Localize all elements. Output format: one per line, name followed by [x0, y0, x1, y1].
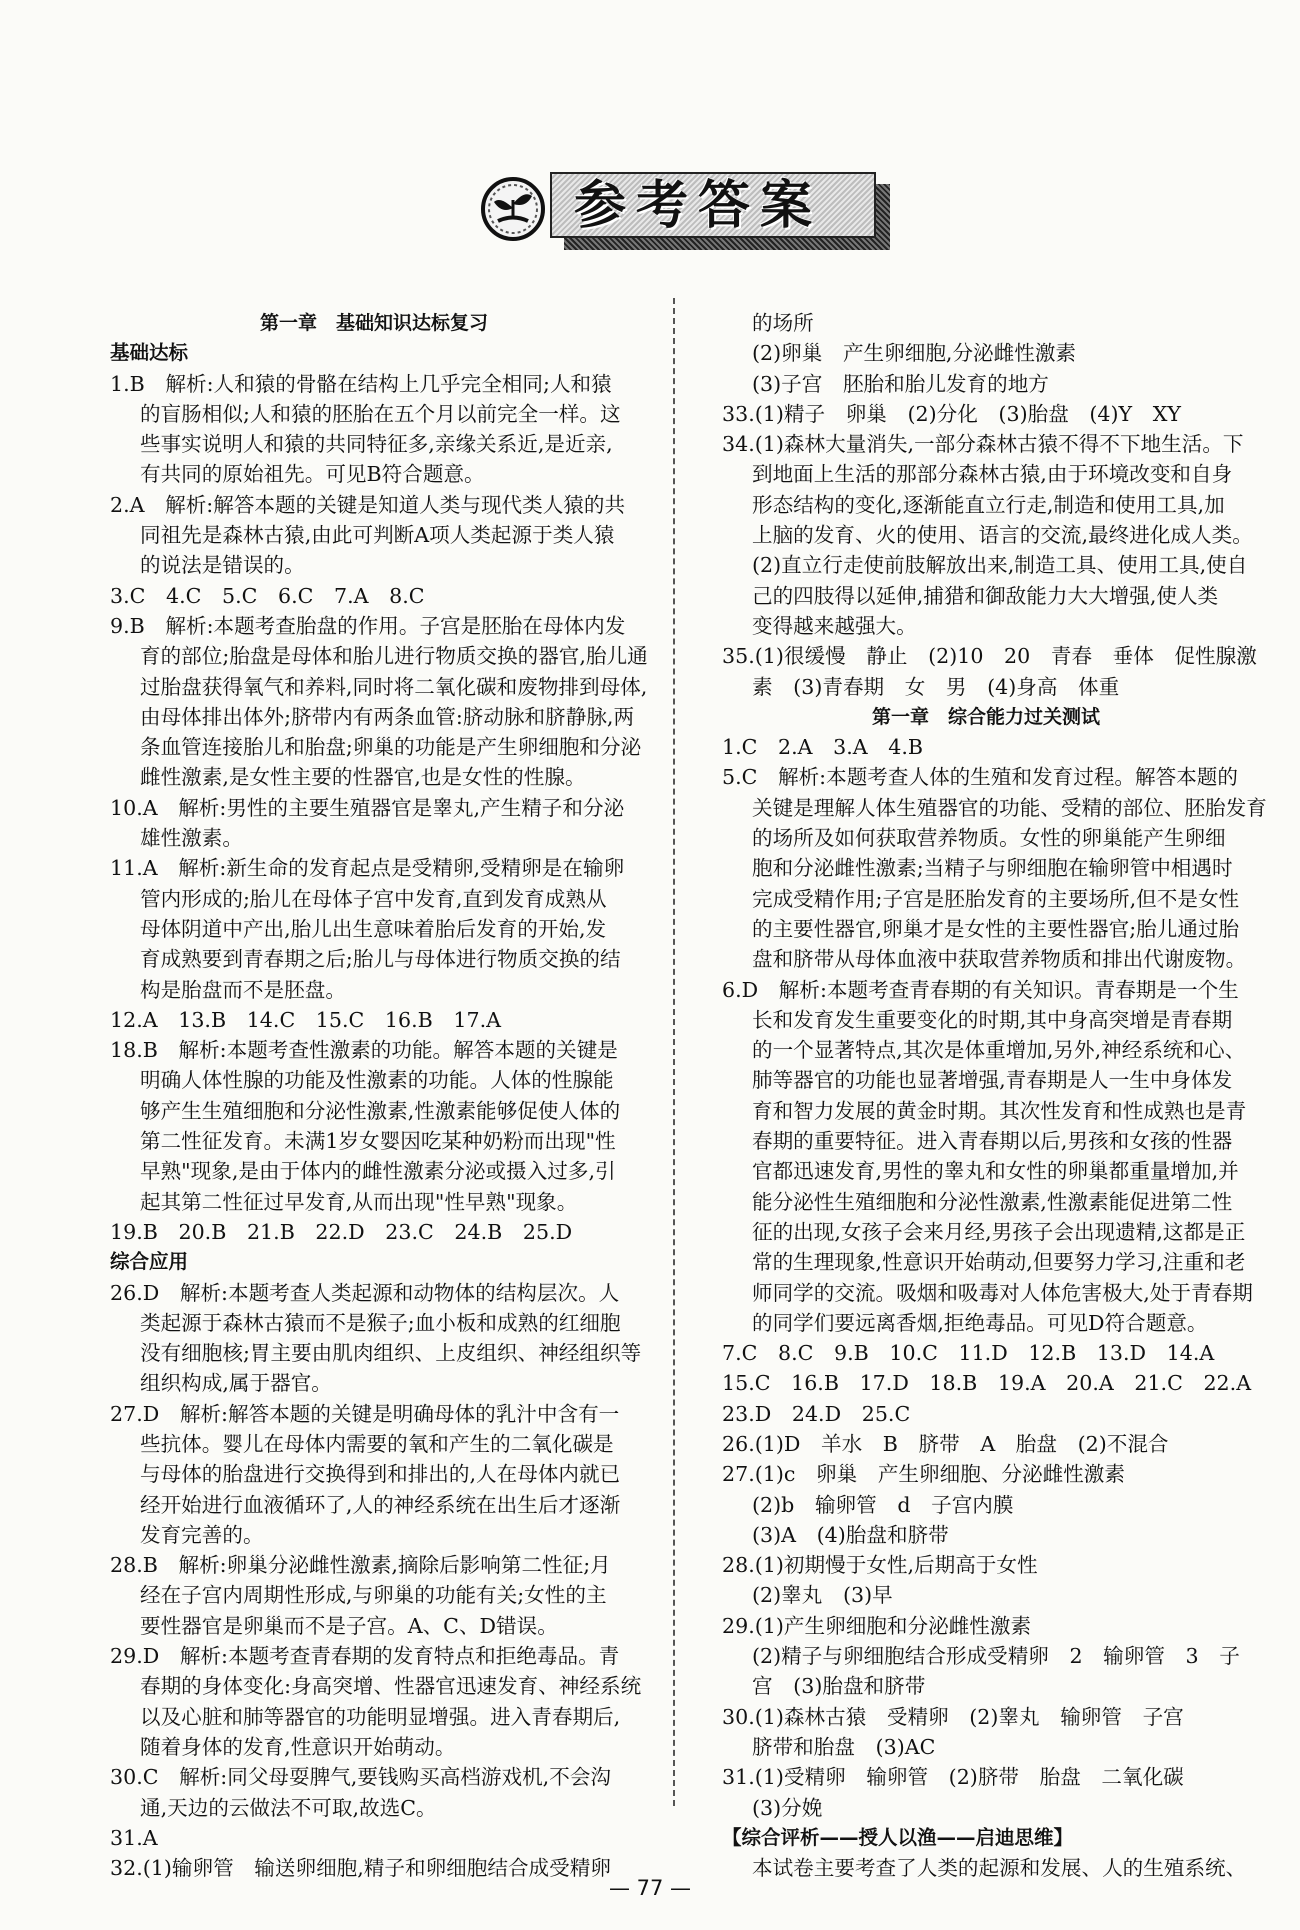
answer-line: 27.D 解析:解答本题的关键是明确母体的乳汁中含有一 [110, 1401, 620, 1426]
answer-line: 15.C 16.B 17.D 18.B 19.A 20.A 21.C 22.A [722, 1371, 1252, 1396]
answer-continuation: 变得越来越强大。 [752, 613, 917, 638]
answer-continuation: 己的四肢得以延伸,捕猎和御敌能力大大增强,使人类 [752, 583, 1219, 608]
answer-continuation: 构是胎盘而不是胚盘。 [140, 977, 346, 1002]
answer-continuation: (3)子宫 胚胎和胎儿发育的地方 [752, 371, 1049, 396]
answer-continuation: 与母体的胎盘进行交换得到和排出的,人在母体内就已 [140, 1462, 621, 1487]
answer-continuation: 雄性激素。 [140, 826, 243, 851]
answer-continuation: 雌性激素,是女性主要的性器官,也是女性的性腺。 [140, 765, 586, 790]
answer-continuation: 通,天边的云做法不可取,故选C。 [140, 1795, 437, 1820]
answer-continuation: 的主要性器官,卵巢才是女性的主要性器官;胎儿通过胎 [752, 916, 1240, 941]
answer-line: 1.B 解析:人和猿的骨骼在结构上几乎完全相同;人和猿 [110, 371, 612, 396]
answer-line: 31.(1)受精卵 输卵管 (2)脐带 胎盘 二氧化碳 [722, 1765, 1184, 1790]
right-column [722, 308, 1267, 1881]
answer-continuation: 起其第二性征过早发育,从而出现"性早熟"现象。 [140, 1189, 578, 1214]
answer-line: 5.C 解析:本题考查人体的生殖和发育过程。解答本题的 [722, 765, 1238, 790]
answer-continuation: 育和智力发展的黄金时期。其次性发育和性成熟也是青 [752, 1098, 1247, 1123]
answer-line: 19.B 20.B 21.B 22.D 23.C 24.B 25.D [110, 1219, 573, 1244]
answer-continuation: 春期的重要特征。进入青春期以后,男孩和女孩的性器 [752, 1129, 1233, 1154]
answer-continuation: 师同学的交流。吸烟和吸毒对人体危害极大,处于青春期 [752, 1280, 1253, 1305]
answer-continuation: 组织构成,属于器官。 [140, 1371, 332, 1396]
answer-continuation: 要性器官是卵巢而不是子宫。A、C、D错误。 [140, 1613, 558, 1638]
answer-continuation: 管内形成的;胎儿在母体子宫中发育,直到发育成熟从 [140, 886, 607, 911]
answer-continuation: 早熟"现象,是由于体内的雌性激素分泌或摄入过多,引 [140, 1159, 616, 1184]
paragraph-line: 本试卷主要考查了人类的起源和发展、人的生殖系统、 [752, 1856, 1247, 1881]
answer-continuation: 够产生生殖细胞和分泌性激素,性激素能够促使人体的 [140, 1098, 621, 1123]
page-title: 参考答案 [574, 176, 823, 236]
answer-line: 34.(1)森林大量消失,一部分森林古猿不得不下地生活。下 [722, 432, 1244, 457]
answer-continuation: 过胎盘获得氧气和养料,同时将二氧化碳和废物排到母体, [140, 674, 648, 699]
answer-line: 29.(1)产生卵细胞和分泌雌性激素 [722, 1613, 1032, 1638]
answer-continuation: 肺等器官的功能也显著增强,青春期是人一生中身体发 [752, 1068, 1233, 1093]
answer-continuation: 由母体排出体外;脐带内有两条血管:脐动脉和脐静脉,两 [140, 704, 635, 729]
page-number: — 77 — [608, 1876, 692, 1900]
answer-line: 12.A 13.B 14.C 15.C 16.B 17.A [110, 1007, 501, 1032]
answer-continuation: 的盲肠相似;人和猿的胚胎在五个月以前完全一样。这 [140, 401, 621, 426]
answer-continuation: 经开始进行血液循环了,人的神经系统在出生后才逐渐 [140, 1492, 621, 1517]
answer-continuation: 素 (3)青春期 女 男 (4)身高 体重 [752, 674, 1120, 699]
answer-continuation: 同祖先是森林古猿,由此可判断A项人类起源于类人猿 [140, 523, 615, 548]
answer-line: 30.C 解析:同父母耍脾气,要钱购买高档游戏机,不会沟 [110, 1765, 612, 1790]
answer-line: 2.A 解析:解答本题的关键是知道人类与现代类人猿的共 [110, 492, 626, 517]
section-title: 第一章 基础知识达标复习 [259, 312, 488, 334]
answer-continuation: 胞和分泌雌性激素;当精子与卵细胞在输卵管中相遇时 [752, 856, 1233, 881]
answer-continuation: 有共同的原始祖先。可见B符合题意。 [140, 462, 485, 487]
answer-continuation: 征的出现,女孩子会来月经,男孩子会出现遗精,这都是正 [752, 1219, 1246, 1244]
answer-continuation: 经在子宫内周期性形成,与卵巢的功能有关;女性的主 [140, 1583, 607, 1608]
answer-continuation: (2)卵巢 产生卵细胞,分泌雌性激素 [752, 341, 1077, 366]
answer-line: 18.B 解析:本题考查性激素的功能。解答本题的关键是 [110, 1038, 618, 1063]
title-banner [478, 172, 890, 250]
answer-continuation: 些抗体。婴儿在母体内需要的氧和产生的二氧化碳是 [140, 1431, 614, 1456]
answer-line: 29.D 解析:本题考查青春期的发育特点和拒绝毒品。青 [110, 1644, 620, 1669]
answer-continuation: 的说法是错误的。 [140, 553, 305, 578]
answer-continuation: 形态结构的变化,逐渐能直立行走,制造和使用工具,加 [752, 492, 1225, 517]
answer-line: 11.A 解析:新生命的发育起点是受精卵,受精卵是在输卵 [110, 856, 625, 881]
answer-continuation: 没有细胞核;胃主要由肌肉组织、上皮组织、神经组织等 [140, 1341, 642, 1366]
answer-continuation: 关键是理解人体生殖器官的功能、受精的部位、胚胎发育 [752, 795, 1267, 820]
answer-continuation: (3)分娩 [752, 1795, 823, 1820]
answer-continuation: (2)精子与卵细胞结合形成受精卵 2 输卵管 3 子 [752, 1644, 1240, 1669]
answer-continuation: 到地面上生活的那部分森林古猿,由于环境改变和自身 [752, 462, 1233, 487]
answer-continuation: 类起源于森林古猿而不是猴子;血小板和成熟的红细胞 [140, 1310, 621, 1335]
section-title: 第一章 综合能力过关测试 [871, 705, 1100, 728]
answer-line: 31.A [110, 1825, 158, 1850]
sub-heading: 综合应用 [110, 1250, 189, 1274]
answer-line: 26.(1)D 羊水 B 脐带 A 胎盘 (2)不混合 [722, 1431, 1169, 1456]
answer-continuation: 第二性征发育。未满1岁女婴因吃某种奶粉而出现"性 [140, 1129, 616, 1154]
answer-line: 26.D 解析:本题考查人类起源和动物体的结构层次。人 [110, 1280, 620, 1305]
answer-line: 32.(1)输卵管 输送卵细胞,精子和卵细胞结合成受精卵 [110, 1856, 611, 1881]
answer-continuation: 长和发育发生重要变化的时期,其中身高突增是青春期 [752, 1007, 1233, 1032]
answer-line: 7.C 8.C 9.B 10.C 11.D 12.B 13.D 14.A [722, 1341, 1215, 1366]
answer-continuation: 明确人体性腺的功能及性激素的功能。人体的性腺能 [140, 1068, 614, 1093]
answer-line: 30.(1)森林古猿 受精卵 (2)睾丸 输卵管 子宫 [722, 1704, 1184, 1729]
left-column [110, 308, 648, 1881]
answer-continuation: 的同学们要远离香烟,拒绝毒品。可见D符合题意。 [752, 1310, 1208, 1335]
answer-continuation: 母体阴道中产出,胎儿出生意味着胎后发育的开始,发 [140, 916, 607, 941]
answer-line: 3.C 4.C 5.C 6.C 7.A 8.C [110, 583, 425, 608]
answer-continuation: 的场所及如何获取营养物质。女性的卵巢能产生卵细 [752, 826, 1226, 851]
answer-line: 6.D 解析:本题考查青春期的有关知识。青春期是一个生 [722, 977, 1239, 1002]
answer-line: 9.B 解析:本题考查胎盘的作用。子宫是胚胎在母体内发 [110, 613, 626, 638]
answer-line: 28.(1)初期慢于女性,后期高于女性 [722, 1553, 1038, 1578]
answer-line: 10.A 解析:男性的主要生殖器官是睾丸,产生精子和分泌 [110, 795, 625, 820]
answer-continuation: 育的部位;胎盘是母体和胎儿进行物质交换的器官,胎儿通 [140, 644, 648, 669]
answer-line: 1.C 2.A 3.A 4.B [722, 735, 924, 760]
answer-continuation: 官都迅速发育,男性的睾丸和女性的卵巢都重量增加,并 [752, 1159, 1239, 1184]
answer-continuation: 脐带和胎盘 (3)AC [752, 1734, 936, 1759]
answer-continuation: 常的生理现象,性意识开始萌动,但要努力学习,注重和老 [752, 1250, 1246, 1275]
answer-continuation: 春期的身体变化:身高突增、性器官迅速发育、神经系统 [140, 1674, 642, 1699]
answer-continuation: 些事实说明人和猿的共同特征多,亲缘关系近,是近亲, [140, 432, 613, 457]
answer-continuation: 的场所 [752, 311, 814, 335]
answer-line: 33.(1)精子 卵巢 (2)分化 (3)胎盘 (4)Y XY [722, 401, 1182, 426]
sub-heading: 基础达标 [110, 341, 189, 365]
answer-line: 28.B 解析:卵巢分泌雌性激素,摘除后影响第二性征;月 [110, 1553, 611, 1578]
answer-continuation: 育成熟要到青春期之后;胎儿与母体进行物质交换的结 [140, 947, 621, 972]
answer-continuation: 以及心脏和肺等器官的功能明显增强。进入青春期后, [140, 1704, 621, 1729]
sprout-logo-icon [478, 174, 548, 244]
answer-line: 35.(1)很缓慢 静止 (2)10 20 青春 垂体 促性腺激 [722, 644, 1257, 669]
answer-continuation: (3)A (4)胎盘和脐带 [752, 1522, 949, 1547]
answer-continuation: 条血管连接胎儿和胎盘;卵巢的功能是产生卵细胞和分泌 [140, 735, 642, 760]
answer-line: 27.(1)c 卵巢 产生卵细胞、分泌雌性激素 [722, 1462, 1125, 1487]
answer-continuation: 宫 (3)胎盘和脐带 [752, 1674, 926, 1699]
answer-continuation: (2)直立行走使前肢解放出来,制造工具、使用工具,使自 [752, 553, 1248, 578]
answer-continuation: 能分泌性生殖细胞和分泌性激素,性激素能促进第二性 [752, 1189, 1233, 1214]
answer-continuation: 上脑的发育、火的使用、语言的交流,最终进化成人类。 [752, 523, 1253, 548]
answer-continuation: 发育完善的。 [140, 1522, 264, 1547]
answer-continuation: 随着身体的发育,性意识开始萌动。 [140, 1734, 456, 1759]
column-divider [673, 298, 675, 1806]
answer-continuation: 盘和脐带从母体血液中获取营养物质和排出代谢废物。 [752, 947, 1247, 972]
sub-heading: 【综合评析——授人以渔——启迪思维】 [722, 1825, 1074, 1849]
answer-continuation: 的一个显著特点,其次是体重增加,另外,神经系统和心、 [752, 1038, 1246, 1063]
answer-continuation: 完成受精作用;子宫是胚胎发育的主要场所,但不是女性 [752, 886, 1240, 911]
answer-continuation: (2)睾丸 (3)早 [752, 1583, 893, 1608]
answer-line: 23.D 24.D 25.C [722, 1401, 911, 1426]
answer-continuation: (2)b 输卵管 d 子宫内膜 [752, 1492, 1014, 1517]
